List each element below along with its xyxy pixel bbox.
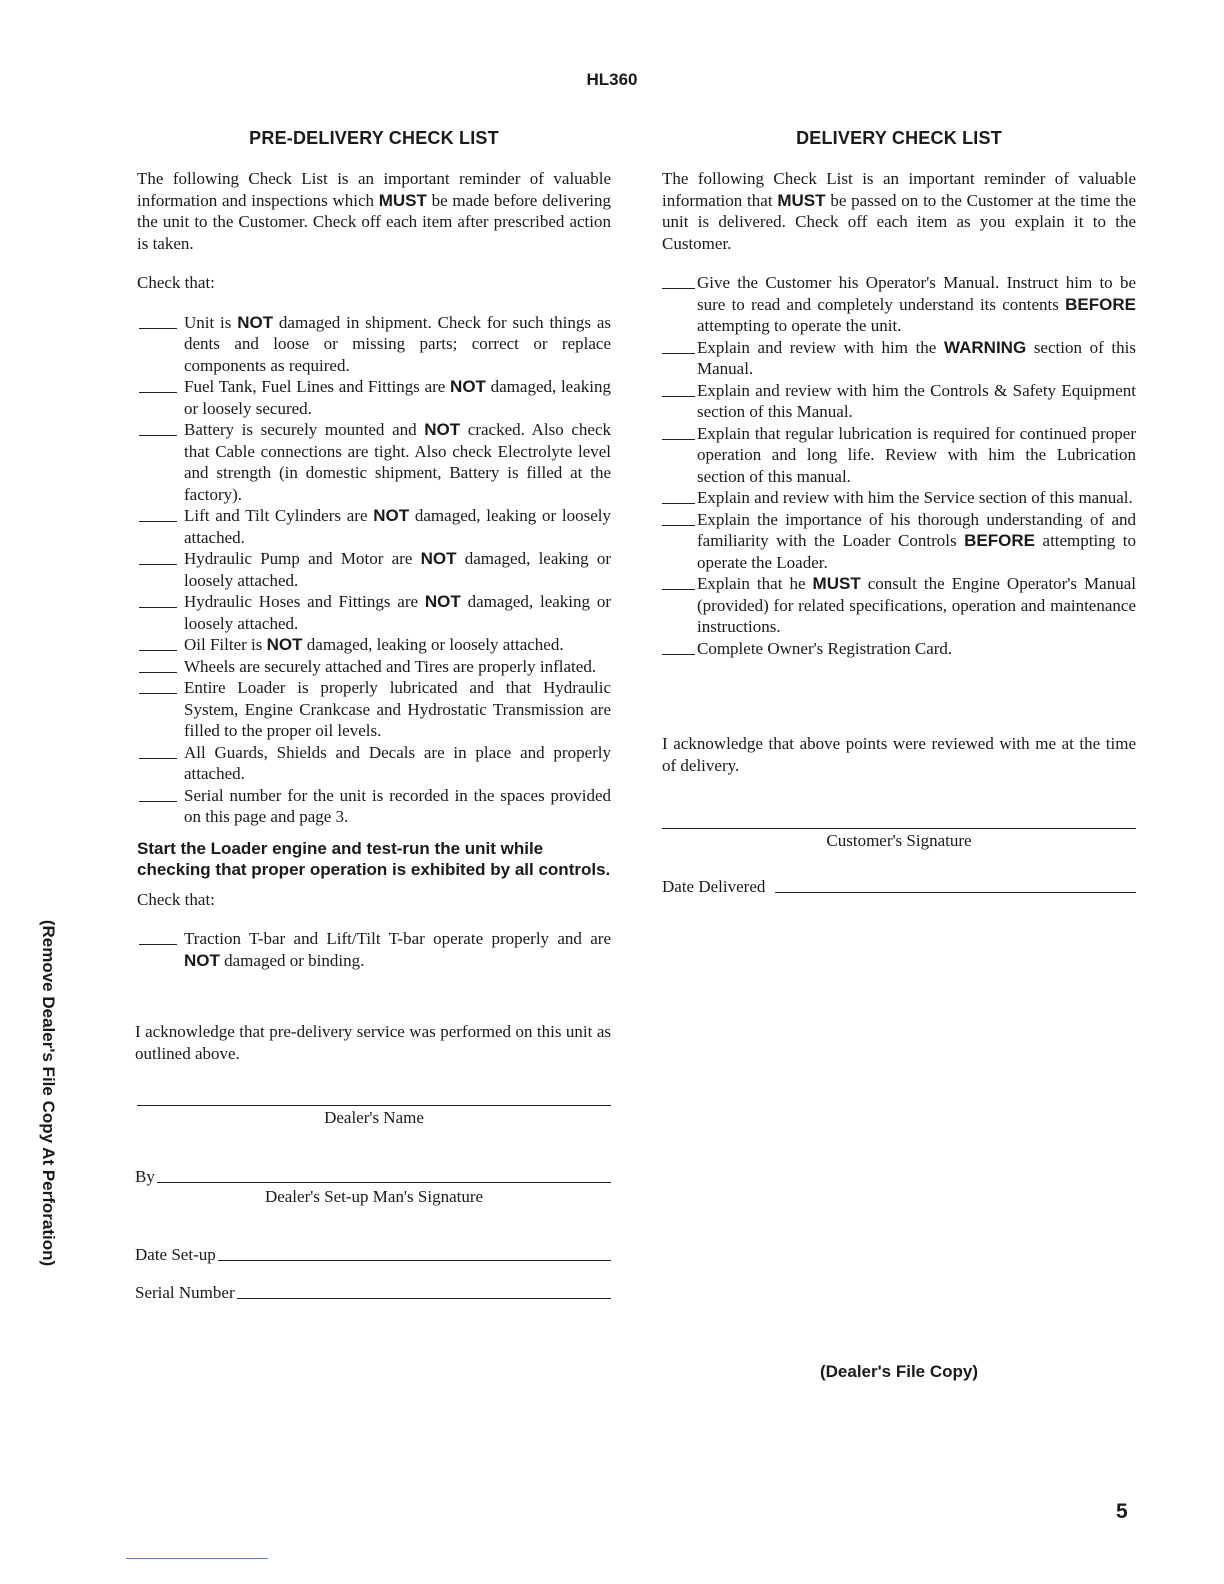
check-blank: [137, 376, 184, 419]
check-blank: [137, 785, 184, 828]
date-setup-field[interactable]: [135, 1244, 611, 1266]
check-blank: [137, 634, 184, 656]
check-blank: [662, 337, 697, 380]
check-that-label: Check that:: [137, 273, 215, 292]
customer-signature-label: Customer's Signature: [826, 831, 972, 850]
date-setup-label: Date Set-up: [135, 1245, 216, 1264]
check-blank: [662, 423, 697, 488]
check-blank: [662, 487, 697, 509]
document-code: HL360: [586, 70, 638, 89]
checklist-item[interactable]: Hydraulic Hoses and Fittings are NOT damaged, leaking or loosely attached.: [137, 591, 611, 634]
checklist-item[interactable]: Oil Filter is NOT damaged, leaking or loosely attached.: [137, 634, 611, 656]
dealer-name-line[interactable]: [137, 1105, 611, 1106]
pre-delivery-acknowledgement: I acknowledge that pre-delivery service was performed on this unit as outlined above.: [135, 1022, 611, 1063]
checklist-item[interactable]: Fuel Tank, Fuel Lines and Fittings are NOT damaged, leaking or loosely secured.: [137, 376, 611, 419]
date-delivered-field[interactable]: [662, 876, 1136, 898]
delivery-checklist: [662, 128, 1136, 898]
checklist-item[interactable]: Explain that he MUST consult the Engine Operator's Manual (provided) for related specifications, operation and maintenance instructions.: [662, 573, 1136, 638]
delivery-intro: The following Check List is an important reminder of valuable information that MUST be passed on to the Customer at the time the unit is delivered. Check off each item as you explain it to the Customer.: [662, 169, 1136, 253]
check-blank: [137, 742, 184, 785]
dealer-file-copy-label: (Dealer's File Copy): [819, 1362, 979, 1381]
check-blank: [137, 548, 184, 591]
check-blank: [662, 573, 697, 638]
check-blank: [662, 638, 697, 660]
checklist-item[interactable]: All Guards, Shields and Decals are in place and properly attached.: [137, 742, 611, 785]
customer-signature-line[interactable]: [662, 828, 1136, 829]
by-label: By: [135, 1167, 155, 1186]
check-blank: [137, 419, 184, 505]
pre-delivery-items: [137, 312, 611, 828]
footer-rule: [126, 1558, 268, 1559]
check-blank: [137, 505, 184, 548]
checklist-item[interactable]: Explain and review with him the WARNING section of this Manual.: [662, 337, 1136, 380]
checklist-item[interactable]: Unit is NOT damaged in shipment. Check for such things as dents and loose or missing parts; correct or replace components as required.: [137, 312, 611, 377]
checklist-item[interactable]: Serial number for the unit is recorded in the spaces provided on this page and page 3.: [137, 785, 611, 828]
dealer-name-label: Dealer's Name: [324, 1108, 424, 1127]
checklist-item[interactable]: Complete Owner's Registration Card.: [662, 638, 1136, 660]
page-number: 5: [1116, 1500, 1128, 1523]
checklist-item[interactable]: Hydraulic Pump and Motor are NOT damaged, leaking or loosely attached.: [137, 548, 611, 591]
checklist-item[interactable]: Lift and Tilt Cylinders are NOT damaged, leaking or loosely attached.: [137, 505, 611, 548]
check-blank: [662, 380, 697, 423]
checklist-item[interactable]: Battery is securely mounted and NOT cracked. Also check that Cable connections are tight. Also check Electrolyte level and strength (in domestic shipment, Battery is filled at the factory).: [137, 419, 611, 505]
pre-delivery-checklist: [137, 128, 611, 1304]
check-that-label-2: Check that:: [137, 889, 215, 909]
checklist-item[interactable]: Give the Customer his Operator's Manual. Instruct him to be sure to read and completely understand its contents BEFORE attempting to operate the unit.: [662, 272, 1136, 337]
checklist-item[interactable]: Wheels are securely attached and Tires are properly inflated.: [137, 656, 611, 678]
check-blank: [137, 591, 184, 634]
checklist-item[interactable]: Explain and review with him the Controls & Safety Equipment section of this Manual.: [662, 380, 1136, 423]
test-run-instruction: Start the Loader engine and test-run the unit while checking that proper operation is exhibited by all controls.: [137, 838, 611, 879]
check-blank: [137, 312, 184, 377]
checklist-item[interactable]: Explain that regular lubrication is required for continued proper operation and long life. Review with him the Lubrication section of this manual.: [662, 423, 1136, 488]
checklist-item[interactable]: Entire Loader is properly lubricated and that Hydraulic System, Engine Crankcase and Hydrostatic Transmission are filled to the proper oil levels.: [137, 677, 611, 742]
check-blank: [137, 656, 184, 678]
delivery-acknowledgement: I acknowledge that above points were reviewed with me at the time of delivery.: [662, 734, 1136, 775]
check-blank: [137, 928, 184, 971]
checklist-item[interactable]: Explain the importance of his thorough understanding of and familiarity with the Loader Controls BEFORE attempting to operate the Loader.: [662, 509, 1136, 574]
delivery-items: [662, 272, 1136, 659]
pre-delivery-title: PRE-DELIVERY CHECK LIST: [249, 128, 499, 148]
setup-signature-label: Dealer's Set-up Man's Signature: [264, 1187, 484, 1206]
pre-delivery-intro: The following Check List is an important reminder of valuable information and inspections which MUST be made before delivering the unit to the Customer. Check off each item after prescribed action is taken.: [137, 169, 611, 253]
delivery-title: DELIVERY CHECK LIST: [796, 128, 1002, 148]
check-blank: [662, 509, 697, 574]
date-delivered-label: Date Delivered: [662, 877, 766, 896]
checklist-item[interactable]: Explain and review with him the Service section of this manual.: [662, 487, 1136, 509]
check-blank: [662, 272, 697, 337]
checklist-item-tbar[interactable]: Traction T-bar and Lift/Tilt T-bar operate properly and are NOT damaged or binding.: [137, 928, 611, 971]
check-blank: [137, 677, 184, 742]
serial-number-label: Serial Number: [135, 1283, 235, 1302]
by-signature-field[interactable]: [135, 1166, 611, 1188]
serial-number-field[interactable]: [135, 1282, 611, 1304]
